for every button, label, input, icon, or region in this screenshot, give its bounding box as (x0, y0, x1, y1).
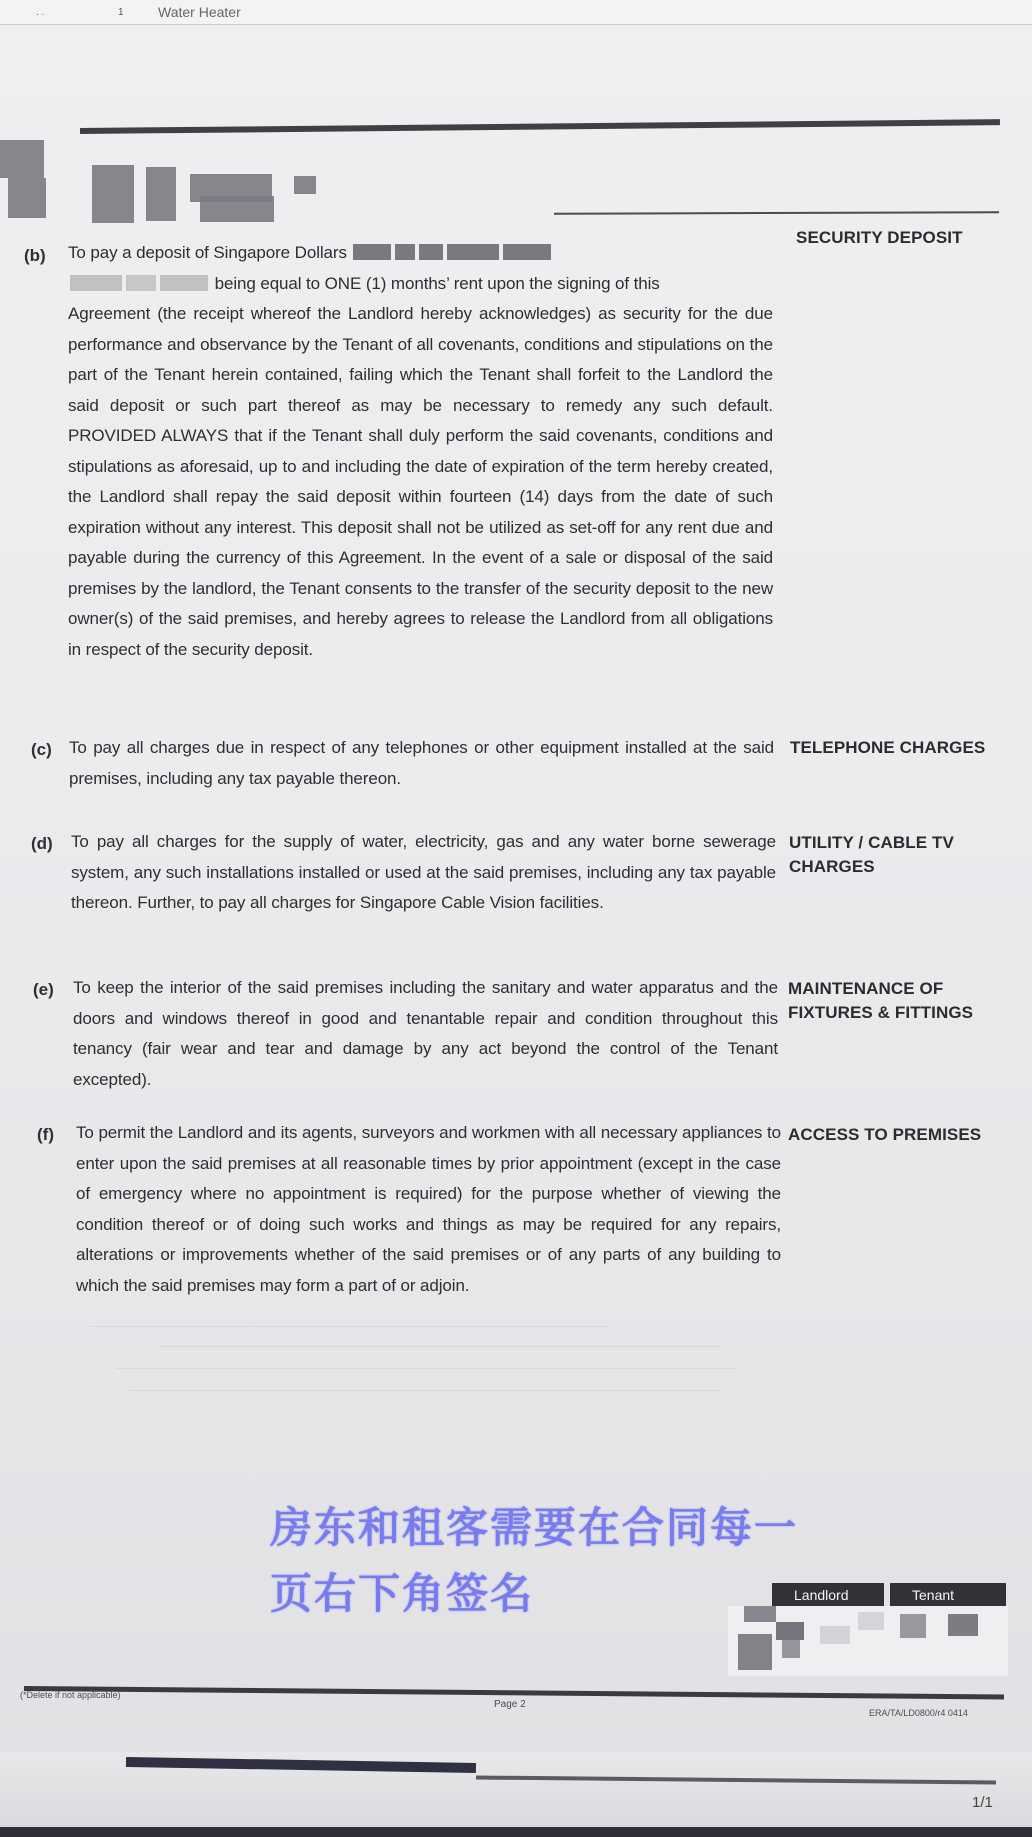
underlying-row-number: 1 (118, 7, 124, 18)
underlying-sheet-fragment (0, 0, 1032, 25)
underlying-water-heater-label: Water Heater (158, 4, 241, 20)
redacted-deposit-amount (351, 243, 553, 262)
page-header-rule (80, 119, 1000, 134)
screen-bottom-edge (0, 1827, 1032, 1837)
clause-b-line2-suffix: being equal to ONE (1) months’ rent upon the signing of this (214, 273, 660, 293)
clause-d-marker: (d) (31, 834, 53, 853)
clause-f-text: To permit the Landlord and its agents, surveyors and workmen with all necessary appliances to enter upon the said premises at all reasonable times by prior appointment (except in the case of emergency where no appointment is required) for the purpose whether of viewing the condition thereof or of doing such works and things as may be required for any repairs, alterations or improvements whether of the said premises or of any parts of any building to which the said premises may form a part of or adjoin. (76, 1123, 781, 1295)
footer-delete-note: (*Delete if not applicable) (20, 1690, 121, 1700)
clause-c-text: To pay all charges due in respect of any telephones or other equipment installed at the said premises, including any tax payable thereon. (69, 738, 774, 788)
heading-telephone-charges: TELEPHONE CHARGES (790, 738, 986, 757)
clause-d-text: To pay all charges for the supply of water, electricity, gas and any water borne sewerage system, any such installations installed or used at the said premises, including any tax payable thereon. Further, to pay all charges for Singapore Cable Vision facilities. (71, 832, 776, 912)
clause-c-marker: (c) (31, 740, 52, 759)
clause-f-marker: (f) (37, 1125, 54, 1144)
chinese-signing-note (270, 1495, 798, 1627)
clause-b-line1-prefix: To pay a deposit of Singapore Dollars (68, 243, 347, 262)
footer-rule (24, 1686, 1004, 1700)
heading-security-deposit: SECURITY DEPOSIT (796, 228, 963, 247)
signature-area (728, 1606, 1008, 1676)
chinese-signing-note-line1: 房东和租客需要在合同每一 (270, 1503, 799, 1552)
heading-maintenance-of-fixtures: MAINTENANCE OF FIXTURES & FITTINGS (788, 979, 974, 1022)
clause-b-marker: (b) (24, 246, 46, 265)
page-ratio-indicator: 1/1 (972, 1794, 993, 1811)
clause-b-body: Agreement (the receipt whereof the Landlord hereby acknowledges) as security for the due performance and observance by the Tenant of all covenants, conditions and stipulations on the part of the Tenant herein contained, failing which the Tenant shall forfeit to the Landlord the said deposit or such part thereof as may be necessary to remedy any such default. PROVIDED ALWAYS that if the Tenant shall duly perform the said covenants, conditions and stipulations as aforesaid, up to and including the date of expiration of the term hereby created, the Landlord shall repay the said deposit within fourteen (14) days from the date of such expiration without any interest. This deposit shall not be utilized as set-off for any rent due and payable during the currency of this Agreement. In the event of a sale or disposal of the said premises by the landlord, the Tenant consents to the transfer of the security deposit to the new owner(s) of the said premises, and hereby agrees to release the Landlord from all obligations in respect of the security deposit. (68, 304, 773, 659)
clause-e-marker: (e) (33, 980, 54, 999)
heading-access-to-premises: ACCESS TO PREMISES (788, 1125, 982, 1144)
landlord-signature-label: Landlord (772, 1583, 884, 1607)
footer-page-number: Page 2 (494, 1699, 526, 1710)
clause-e-text: To keep the interior of the said premises including the sanitary and water apparatus and the doors and windows thereof in good and tenantable repair and condition throughout this tenancy (fair wear and tear and damage by any act beyond the control of the Tenant excepted). (73, 978, 778, 1089)
footer-document-code: ERA/TA/LD0800/r4 0414 (869, 1708, 968, 1718)
clause-b-text (68, 238, 773, 665)
heading-utility-cable-tv-charges: UTILITY / CABLE TV CHARGES (789, 833, 954, 876)
page-header-thin-rule (554, 211, 999, 215)
redacted-deposit-words (68, 274, 215, 293)
chinese-signing-note-line2: 页右下角签名 (270, 1569, 535, 1618)
underlying-sheet-marks: . . (36, 7, 45, 18)
tenant-signature-label: Tenant (890, 1583, 1006, 1607)
